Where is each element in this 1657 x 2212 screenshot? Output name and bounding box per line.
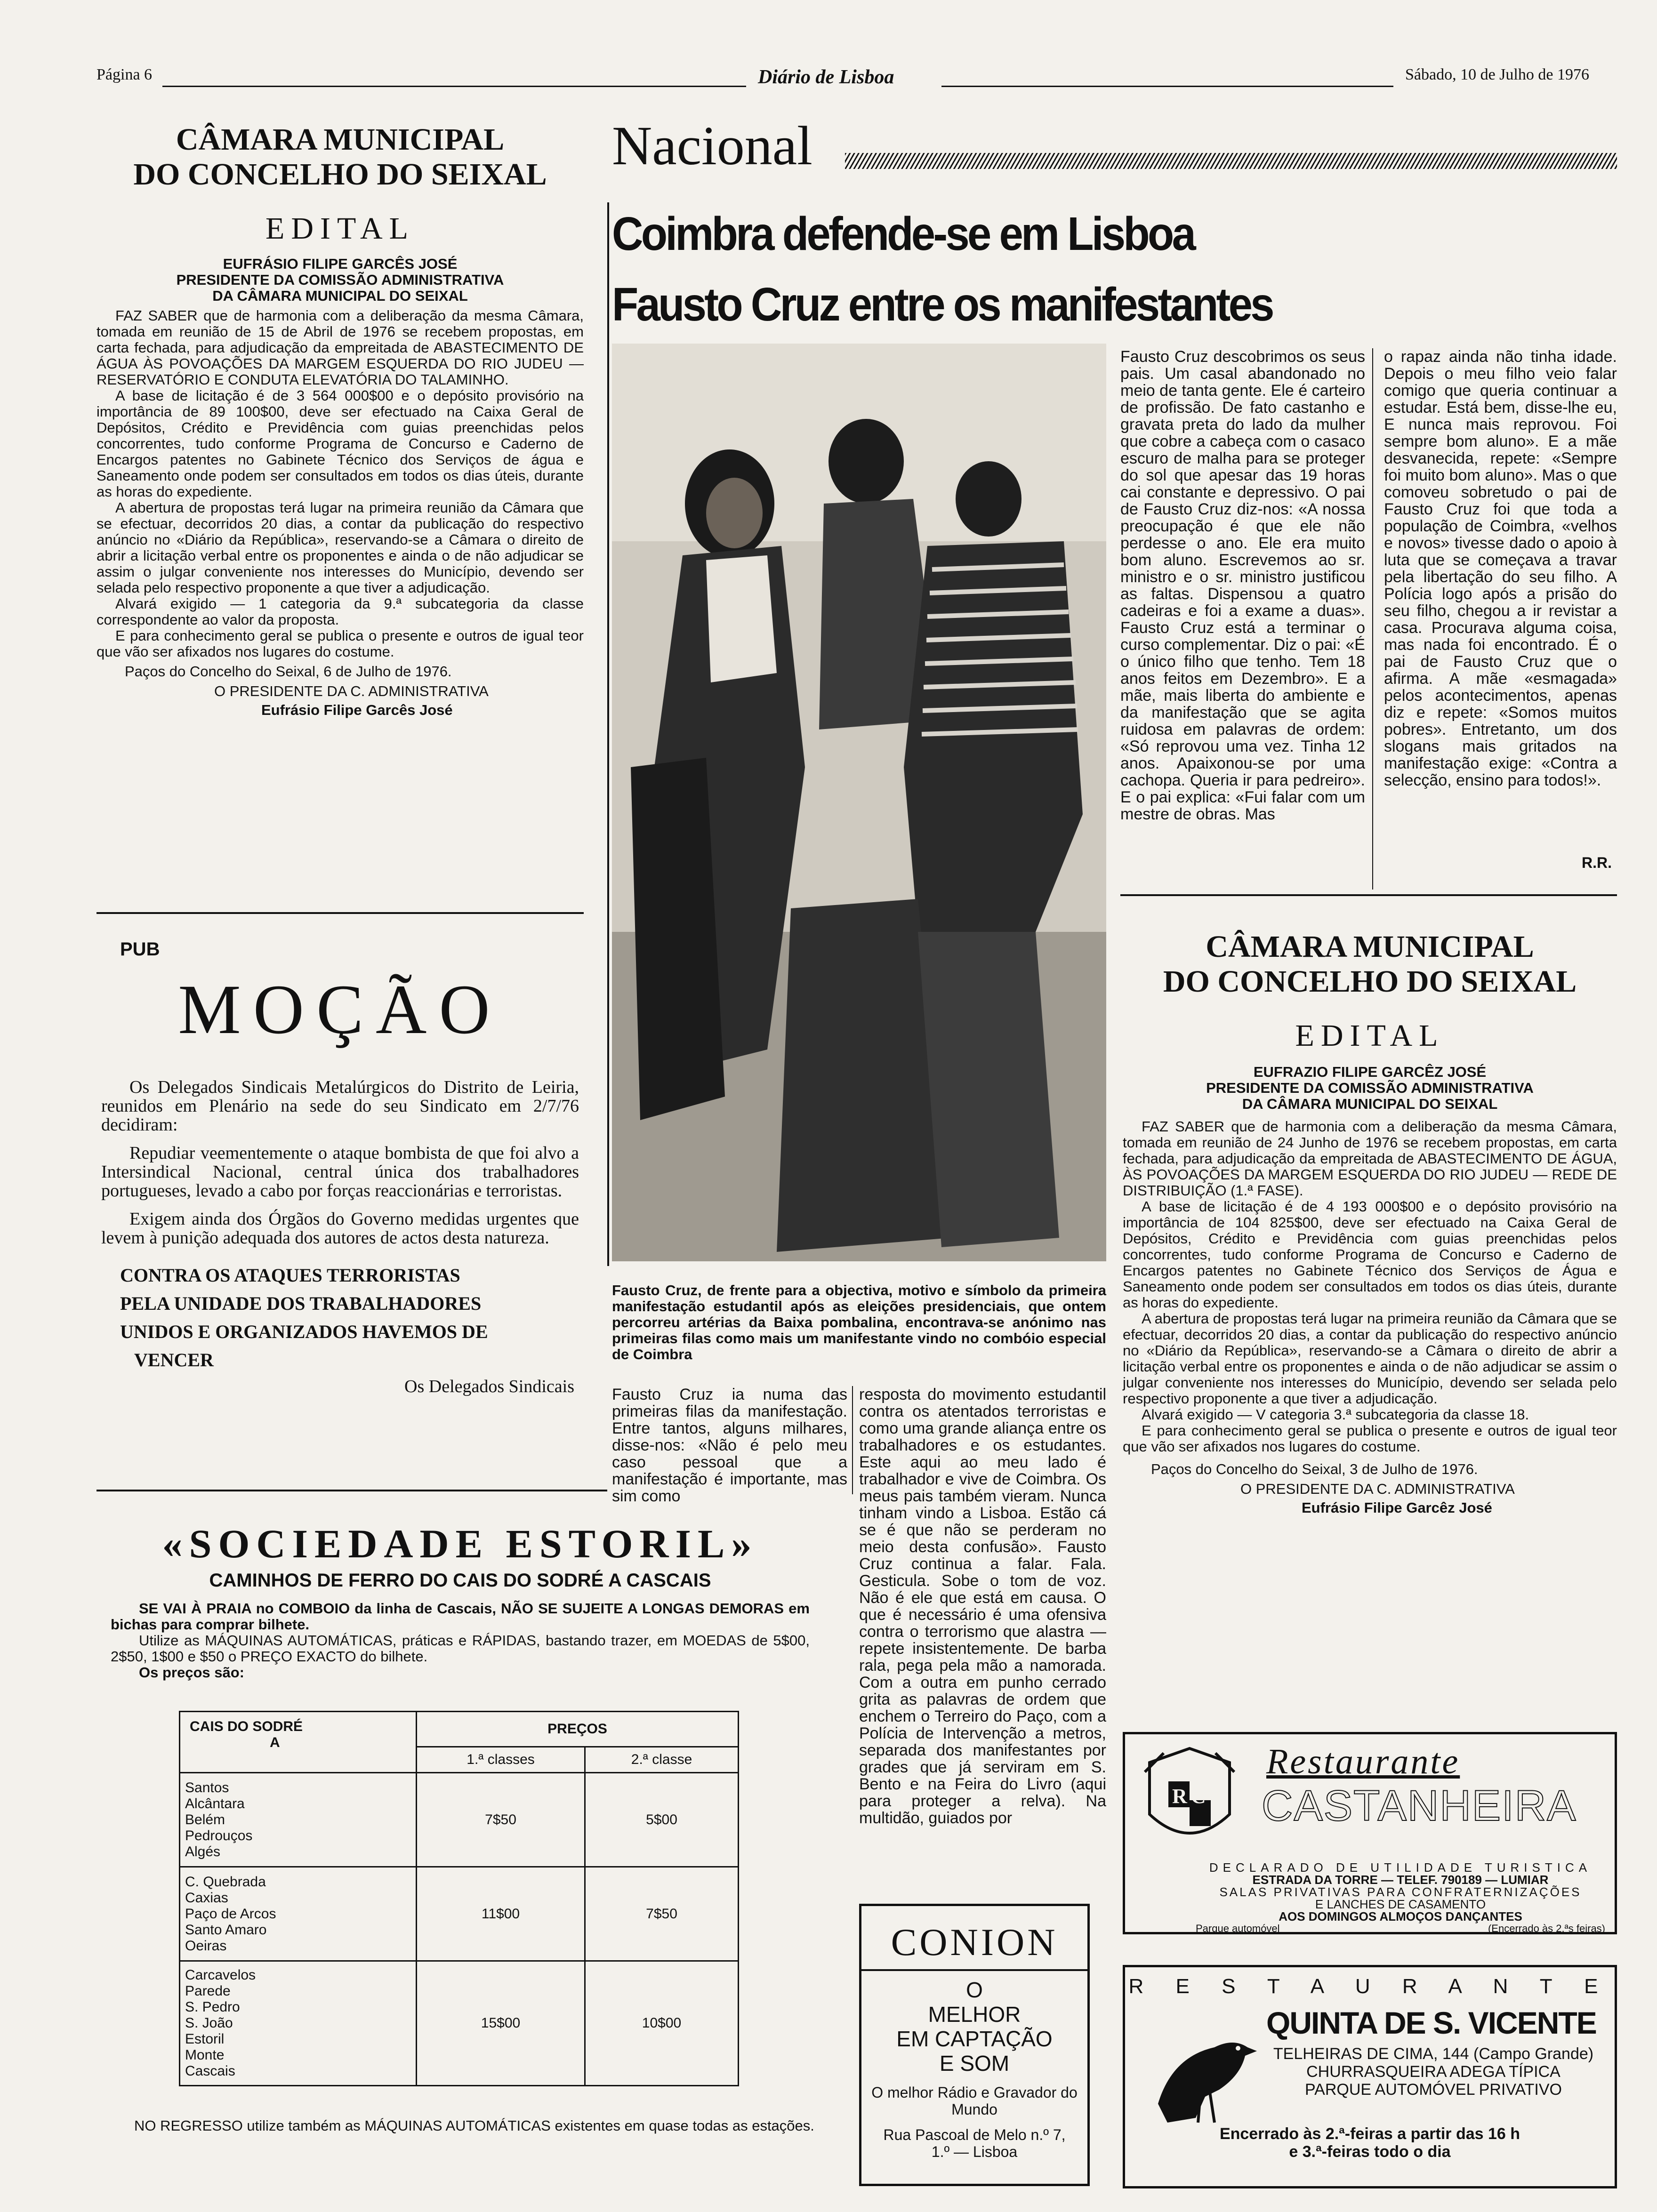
edital-left-place-date: Paços do Concelho do Seixal, 6 de Julho de 1976. bbox=[125, 663, 452, 680]
estoril-title: «SOCIEDADE ESTORIL» bbox=[162, 1521, 758, 1566]
sig-org: DA CÂMARA MUNICIPAL DO SEIXAL bbox=[212, 288, 468, 304]
parking-note: Parque automóvel bbox=[1196, 1923, 1280, 1934]
quinta-hours bbox=[1134, 2125, 1605, 2161]
info-line: E LANCHES DE CASAMENTO bbox=[1315, 1897, 1486, 1911]
article-col-b: resposta do movimento estudantil contra os atentados terroristas e como uma grande aliança entre os trabalhadores e os estudantes. Este aqui ao meu lado é trabalhador e vive de Coimbra. Os meus pais também vieram. Nunca tinham vindo a Lisboa. Estão cá se é que não se perderam no meio desta confusão». Fausto Cruz continua a falar. Fala. Gesticula. Sobe o tom de voz. Não é ele que está em causa. O que é necessário é uma ofensiva contra o terrorismo que alastra — repete insistentemente. De barba rala, pega pela mão a namorada. Com a outra em punho cerrado grita as palavras de ordem que enchem o Terreiro do Paço, com a Polícia de Intervenção a metros, separada dos manifestantes por grades que já serviram em S. Bento e na Feira do Livro (aqui para proteger a relva). Na multidão, guiados por bbox=[859, 1386, 1106, 1827]
pub-label: PUB bbox=[120, 939, 160, 960]
bird-illustration bbox=[1139, 2014, 1262, 2127]
castanheira-logo bbox=[1135, 1744, 1244, 1854]
castanheira-ad bbox=[1123, 1732, 1617, 1934]
paragraph: A abertura de propostas terá lugar na primeira reunião da Câmara que se efectuar, decorridos 20 dias, a contar da publicação do respectivo anúncio no «Diário da República», reservando-se a Câmara o direito de abrir a licitação verbal entre os proponentes e ainda o de não adjudicar se assim o julgar conveniente nos interesses do Município, devendo ser selada pelo respectivo proponente a que tiver a adjudicação. bbox=[1123, 1310, 1617, 1407]
castanheira-info bbox=[1196, 1861, 1605, 1935]
tagline-line: E SOM bbox=[939, 2051, 1010, 2076]
slogan-line: PELA UNIDADE DOS TRABALHADORES bbox=[120, 1293, 482, 1314]
edital-left-title-1: CÂMARA MUNICIPAL bbox=[176, 122, 505, 157]
info-line: e 3.ª-feiras todo o dia bbox=[1289, 2143, 1451, 2161]
header-rule-right bbox=[941, 86, 1393, 87]
info-line bbox=[1196, 1923, 1605, 1935]
table-row bbox=[180, 1773, 739, 1867]
tagline-line: MELHOR bbox=[928, 2002, 1021, 2027]
edital-left-signature: Eufrásio Filipe Garcês José bbox=[261, 702, 453, 718]
mocao-body bbox=[97, 1078, 584, 1247]
station-list: Carcavelos Parede S. Pedro S. João Estoril Monte Cascais bbox=[180, 1961, 417, 2086]
table-header-class1: 1.ª classes bbox=[417, 1747, 585, 1773]
mocao-title: MOÇÃO bbox=[178, 970, 502, 1049]
headline-1: Coimbra defende-se em Lisboa bbox=[612, 208, 1194, 260]
info-line: PARQUE AUTOMÓVEL PRIVATIVO bbox=[1304, 2081, 1562, 2099]
mocao-slogan bbox=[97, 1261, 584, 1374]
edital-left-heading: EDITAL bbox=[265, 211, 415, 246]
edital-right-signature: Eufrásio Filipe Garcêz José bbox=[1302, 1499, 1492, 1516]
sig-role: PRESIDENTE DA COMISSÃO ADMINISTRATIVA bbox=[1206, 1080, 1534, 1096]
page-date: Sábado, 10 de Julho de 1976 bbox=[1405, 66, 1589, 83]
table-header-class2: 2.ª classe bbox=[585, 1747, 739, 1773]
paragraph: Alvará exigido — 1 categoria da 9.ª subcategoria da classe correspondente ao valor da proposta. bbox=[97, 595, 584, 628]
sig-org: DA CÂMARA MUNICIPAL DO SEIXAL bbox=[1242, 1096, 1498, 1112]
section-vrule bbox=[607, 202, 609, 1266]
quinta-name: QUINTA DE S. VICENTE bbox=[1266, 2005, 1596, 2040]
edital-right-heading: EDITAL bbox=[1295, 1018, 1445, 1053]
headline-2: Fausto Cruz entre os manifestantes bbox=[612, 278, 1272, 331]
slogan-line: VENCER bbox=[134, 1349, 214, 1370]
mocao-block bbox=[97, 939, 584, 1397]
article-col-top-2: o rapaz ainda não tinha idade. Depois o meu filho veio falar comigo que queria continuar a estudar. Está bem, disse-lhe eu, E nunca mais reprovou. Foi sempre bom aluno». E a mãe desvanecida, repete: «Sempre foi muito bom aluno». Mas o que comoveu sobretudo o pai de Fausto Cruz foi que toda a população de Coimbra, «velhos e novos» tivesse dado o apoio à luta que se começava a travar pela libertação do seu filho. A Polícia logo após a prisão do seu filho, chegou a ir revistar a casa. Procurava alguma coisa, mas nada foi encontrado. É o pai de Fausto Cruz que o afirma. A mãe «esmagada» pelos acontecimentos, apenas diz e repete: «Somos muitos pobres». Entretanto, um dos slogans mais gritados na manifestação exige: «Contra a selecção, ensino para todos!». bbox=[1384, 348, 1617, 789]
header-label: CAIS DO SODRÉ bbox=[190, 1719, 303, 1734]
paragraph: Utilize as MÁQUINAS AUTOMÁTICAS, práticas e RÁPIDAS, bastando trazer, em MOEDAS de 5$00, 2$50, 1$00 e $50 o PREÇO EXACTO do bilhete. bbox=[111, 1632, 810, 1665]
conion-tagline bbox=[861, 1978, 1087, 2076]
conion-brand: CONION bbox=[861, 1920, 1087, 1971]
info-line: AOS DOMINGOS ALMOÇOS DANÇANTES bbox=[1279, 1909, 1522, 1923]
info-line: SALAS PRIVATIVAS PARA CONFRATERNIZAÇÕES bbox=[1219, 1885, 1582, 1899]
paragraph: E para conhecimento geral se publica o presente e outros de igual teor que vão ser afixados nos lugares do costume. bbox=[97, 627, 584, 660]
paragraph: A base de licitação é de 4 193 000$00 e o depósito provisório na importância de 104 825$00, deve ser efectuado na Caixa Geral de Depósitos, Crédito e Previdência com guias preenchidas pelos concorrentes, tudo conforme Programa de Concurso e Caderno de Encargos patentes no Gabinete Técnico dos Serviços de Água e Saneamento onde podem ser consultados em todos os dias úteis, durante as horas do expediente. bbox=[1123, 1198, 1617, 1311]
closing-note: (Encerrado às 2.ªs feiras) bbox=[1488, 1923, 1605, 1934]
paragraph: A abertura de propostas terá lugar na primeira reunião da Câmara que se efectuar, decorridos 20 dias, a contar da publicação do respectivo anúncio no «Diário da República», reservando-se a Câmara o direito de abrir a licitação verbal entre os proponentes e ainda o de não adjudicar se assim o julgar conveniente nos interesses do Município, devendo ser selada pelo respectivo proponente a que tiver a adjudicação. bbox=[97, 499, 584, 596]
conion-desc: O melhor Rádio e Gravador do Mundo bbox=[871, 2084, 1078, 2118]
edital-right-body bbox=[1123, 1119, 1617, 1455]
masthead: Diário de Lisboa bbox=[758, 66, 894, 88]
header-rule-left bbox=[162, 86, 746, 87]
edital-right-signoff: O PRESIDENTE DA C. ADMINISTRATIVA bbox=[1240, 1481, 1515, 1497]
divider bbox=[97, 1490, 607, 1491]
divider bbox=[97, 912, 584, 914]
mocao-sign: Os Delegados Sindicais bbox=[404, 1377, 574, 1396]
info-line: CHURRASQUEIRA ADEGA TÍPICA bbox=[1306, 2063, 1560, 2081]
photo-illustration bbox=[612, 344, 1106, 1261]
paragraph: E para conhecimento geral se publica o presente e outros de igual teor que vão ser afixados nos lugares do costume. bbox=[1123, 1422, 1617, 1455]
price-cell: 5$00 bbox=[585, 1773, 739, 1867]
article-photo bbox=[612, 344, 1106, 1261]
section-title: Nacional bbox=[612, 115, 812, 176]
divider bbox=[1120, 894, 1617, 896]
edital-right bbox=[1123, 930, 1617, 1516]
edital-right-title-1: CÂMARA MUNICIPAL bbox=[1206, 930, 1534, 964]
byline: R.R. bbox=[1582, 854, 1612, 871]
conion-address: Rua Pascoal de Melo n.º 7, 1.º — Lisboa bbox=[883, 2126, 1066, 2160]
info-line: ESTRADA DA TORRE — TELEF. 790189 — LUMIAR bbox=[1252, 1873, 1549, 1887]
table-header-prices: PREÇOS bbox=[417, 1712, 739, 1747]
estoril-ad bbox=[97, 1520, 824, 1681]
price-table bbox=[179, 1711, 739, 2086]
edital-left-signoff: O PRESIDENTE DA C. ADMINISTRATIVA bbox=[214, 683, 489, 699]
col-rule bbox=[1372, 348, 1373, 890]
crest-letters: RC bbox=[1172, 1785, 1210, 1808]
edital-right-signatory bbox=[1123, 1064, 1617, 1112]
col-rule bbox=[852, 1386, 853, 1494]
conion-ad bbox=[859, 1904, 1090, 2186]
header-label: A bbox=[270, 1735, 280, 1750]
info-line: Encerrado às 2.ª-feiras a partir das 16 h bbox=[1219, 2125, 1520, 2143]
station-list: Santos Alcântara Belém Pedrouços Algés bbox=[180, 1773, 417, 1867]
info-line: DECLARADO DE UTILIDADE TURISTICA bbox=[1209, 1860, 1592, 1875]
table-row bbox=[180, 1961, 739, 2086]
slogan-line: UNIDOS E ORGANIZADOS HAVEMOS DE bbox=[120, 1321, 488, 1342]
paragraph: FAZ SABER que de harmonia com a deliberação da mesma Câmara, tomada em reunião de 24 Junho de 1976 se recebem propostas, em carta fechada, para adjudicação da empreitada de ABASTECIMENTO DE ÁGUA, ÀS POVOAÇÕES DA MARGEM ESQUERDA DO RIO JUDEU — REDE DE DISTRIBUIÇÃO (1.ª FASE). bbox=[1123, 1118, 1617, 1199]
quinta-info bbox=[1257, 2045, 1610, 2099]
page-number: Página 6 bbox=[97, 66, 153, 83]
paragraph: FAZ SABER que de harmonia com a deliberação da mesma Câmara, tomada em reunião de 15 de Abril de 1976 se recebem propostas, em carta fechada, para adjudicação da empreitada de ABASTECIMENTO DE ÁGUA ÀS POVOAÇÕES DA MARGEM ESQUERDA DO RIO JUDEU — RESERVATÓRIO E CONDUTA ELEVATÓRIA DO TALAMINHO. bbox=[97, 307, 584, 388]
price-cell: 7$50 bbox=[417, 1773, 585, 1867]
tagline-line: EM CAPTAÇÃO bbox=[896, 2027, 1053, 2051]
article-col-top-1: Fausto Cruz descobrimos os seus pais. Um casal abandonado no meio de tanta gente. Ele é carteiro de profissão. De fato castanho e gravata preta do lado da mulher que cobre a cabeça com o casaco escuro de malha para se proteger do sol que apesar das 19 horas cai constante e depressivo. O pai de Fausto Cruz diz-nos: «A nossa preocupação é que ele não perdesse o ano. Ele era muito bom aluno. Escrevemos ao sr. ministro e o sr. ministro justificou as faltas. Dispensou a quatro cadeiras e foi a exame a duas». Fausto Cruz está a terminar o curso complementar. Diz o pai: «É o único filho que tenho. Tem 18 anos feitos em Dezembro». E a mãe, mais liberta do ambiente e da manifestação que se agita ruidosa em palavras de ordem: «Só reprovou uma vez. Tinha 12 anos. Apaixonou-se por uma cachopa. Queria ir para pedreiro». E o pai explica: «Fui falar com um mestre de obras. Mas bbox=[1120, 348, 1365, 823]
edital-left-title-2: DO CONCELHO DO SEIXAL bbox=[133, 157, 547, 192]
info-line: TELHEIRAS DE CIMA, 144 (Campo Grande) bbox=[1273, 2045, 1594, 2063]
table-row bbox=[180, 1867, 739, 1961]
estoril-body bbox=[97, 1601, 824, 1681]
castanheira-script: Restaurante bbox=[1266, 1742, 1460, 1781]
sig-role: PRESIDENTE DA COMISSÃO ADMINISTRATIVA bbox=[176, 272, 504, 288]
price-cell: 11$00 bbox=[417, 1867, 585, 1961]
paragraph: SE VAI À PRAIA no COMBOIO da linha de Cascais, NÃO SE SUJEITE A LONGAS DEMORAS em bichas para comprar bilhete. bbox=[111, 1600, 810, 1633]
paragraph: Exigem ainda dos Órgãos do Governo medidas urgentes que levem à punição adequada dos autores de actos desta natureza. bbox=[101, 1209, 579, 1248]
edital-right-place-date: Paços do Concelho do Seixal, 3 de Julho de 1976. bbox=[1151, 1461, 1478, 1477]
price-cell: 10$00 bbox=[585, 1961, 739, 2086]
sig-name: EUFRAZIO FILIPE GARCÊZ JOSÉ bbox=[1253, 1064, 1487, 1080]
slogan-line: CONTRA OS ATAQUES TERRORISTAS bbox=[120, 1265, 460, 1286]
edital-left bbox=[97, 122, 584, 718]
sig-name: EUFRÁSIO FILIPE GARCÊS JOSÉ bbox=[223, 256, 458, 272]
paragraph: A base de licitação é de 3 564 000$00 e o depósito provisório na importância de 89 100$00, deve ser efectuado na Caixa Geral de Depósitos, Crédito e Previdência com guias preenchidas pelos concorrentes, tudo conforme Programa de Concurso e Caderno de Encargos patentes no Gabinete Técnico dos Serviços de água e Saneamento onde podem ser consultados em todos os dias úteis, durante as horas do expediente. bbox=[97, 387, 584, 500]
table-header-station bbox=[180, 1712, 417, 1773]
edital-right-title-2: DO CONCELHO DO SEIXAL bbox=[1163, 964, 1577, 999]
price-cell: 7$50 bbox=[585, 1867, 739, 1961]
castanheira-name: CASTANHEIRA bbox=[1262, 1782, 1577, 1830]
quinta-restaurante: R E S T A U R A N T E bbox=[1128, 1975, 1611, 1998]
estoril-footer: NO REGRESSO utilize também as MÁQUINAS AUTOMÁTICAS existentes em quase todas as estações. bbox=[134, 2117, 814, 2134]
edital-left-signatory bbox=[97, 256, 584, 304]
paragraph: Os Delegados Sindicais Metalúrgicos do Distrito de Leiria, reunidos em Plenário na sede do seu Sindicato em 2/7/76 decidiram: bbox=[101, 1077, 579, 1135]
quinta-ad bbox=[1123, 1965, 1617, 2188]
paragraph: Os preços são: bbox=[139, 1664, 244, 1681]
estoril-subtitle: CAMINHOS DE FERRO DO CAIS DO SODRÉ A CASCAIS bbox=[209, 1570, 711, 1591]
crow-icon bbox=[1139, 2014, 1262, 2127]
tagline-line: O bbox=[966, 1978, 983, 2002]
article-col-a: Fausto Cruz ia numa das primeiras filas da manifestação. Entre tantos, alguns milhares, disse-nos: «Não é pelo meu caso pessoal que a manifestação é importante, mas sim como bbox=[612, 1386, 847, 1505]
paragraph: Alvará exigido — V categoria 3.ª subcategoria da classe 18. bbox=[1142, 1406, 1529, 1423]
section-rule bbox=[845, 153, 1617, 169]
price-cell: 15$00 bbox=[417, 1961, 585, 2086]
photo-caption: Fausto Cruz, de frente para a objectiva, motivo e símbolo da primeira manifestação estudantil após as eleições presidenciais, que ontem percorreu artérias da Baixa pombalina, encontrava-se anónimo nas primeiras filas como mais um manifestante vindo no combóio especial de Coimbra bbox=[612, 1282, 1106, 1362]
station-list: C. Quebrada Caxias Paço de Arcos Santo Amaro Oeiras bbox=[180, 1867, 417, 1961]
edital-left-body bbox=[97, 308, 584, 660]
paragraph: Repudiar veementemente o ataque bombista de que foi alvo a Intersindical Nacional, central única dos trabalhadores portugueses, levado a cabo por forças reaccionárias e terroristas. bbox=[101, 1143, 579, 1201]
